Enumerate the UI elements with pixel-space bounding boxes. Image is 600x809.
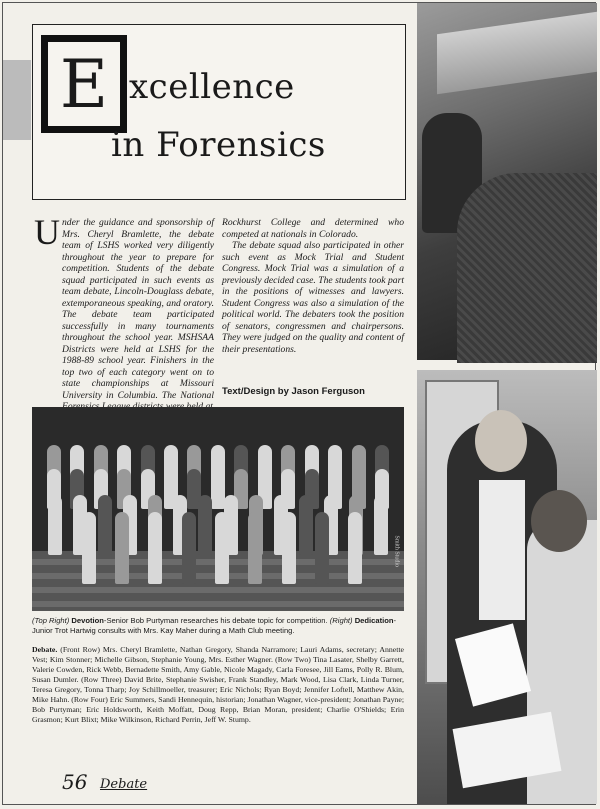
person xyxy=(82,512,96,584)
caption-lead-1: (Top Right) xyxy=(32,616,70,625)
person xyxy=(148,512,162,584)
person xyxy=(182,512,196,584)
body-left-text: nder the guidance and sponsorship of Mrs. Cheryl Bramlette, the debate team of LSHS worked very diligently throughout the year to prepare for competition. Students of the debate squad participated in such events as team debate, Lincoln-Douglass debate, extemporaneous speaking, and oratory. The debate team participated successfully in many tournaments throughout the school year. MSHSAA Districts were held at LSHS for the 1988-89 school year. Finishers in the top two of each category went on to state championships at Missouri University in Columbia. The National xyxy=(62,217,214,401)
title-line-2: in Forensics xyxy=(111,125,326,165)
section-name: Debate xyxy=(100,777,148,792)
student-head-shape xyxy=(475,410,527,472)
body-right-paragraph-2: The debate squad also participated in other such event as Mock Trial and Student Congress. Mock Trial was a simulation of a previously decided case. The students took part in the positions of witnesses and lawyers. Student Congress was also a simulation of the political world. The debaters took the position of senators, congressmen and chairpersons. They were judged on the quality and content of their presentations. xyxy=(222,240,404,355)
title-dropcap: E xyxy=(47,41,121,127)
person xyxy=(348,512,362,584)
caption-text-2: -Junior Trot Hartwig consults with Mrs. Kay Maher during a Math Club meeting. xyxy=(32,616,397,635)
caption-lead-2: (Right) xyxy=(329,616,353,625)
person xyxy=(248,512,262,584)
photo-credit: Smith Studio xyxy=(394,535,400,567)
photo-dedication xyxy=(417,370,597,804)
person xyxy=(282,512,296,584)
sweater-shape xyxy=(457,173,597,363)
caption-label-1: Devotion xyxy=(71,616,104,625)
margin-shade xyxy=(3,60,31,140)
photo-caption xyxy=(32,616,404,636)
person xyxy=(215,512,229,584)
person xyxy=(374,495,388,555)
names-label: Debate. xyxy=(32,645,58,654)
caption-text-1: -Senior Bob Purtyman researches his debate topic for competition. xyxy=(103,616,328,625)
shirt-shape xyxy=(479,480,525,620)
caption-label-2: Dedication xyxy=(354,616,394,625)
title-box xyxy=(32,24,406,200)
teacher-head-shape xyxy=(531,490,587,552)
body-right-column xyxy=(222,217,404,355)
person xyxy=(115,512,129,584)
body-dropcap: U xyxy=(34,212,60,252)
person xyxy=(48,495,62,555)
title-line-1: xcellence xyxy=(129,67,295,107)
photo-row-1 xyxy=(72,512,372,584)
page-number: 56 xyxy=(62,770,88,794)
group-photo xyxy=(32,407,404,611)
group-names xyxy=(32,645,404,725)
design-credit: Text/Design by Jason Ferguson xyxy=(222,386,365,397)
names-text: (Front Row) Mrs. Cheryl Bramlette, Nathan Gregory, Shanda Narramore; Lauri Adams, secretary; Annette Vest; Kim Stonner; Michelle Gibson, Stephanie Young, Mrs. Esther Wagner. (Row Two) Tina Lasater, Shelby Garrett, Valerie Cowden, Rick Webb, Bernadette Smith, Amy Gable, Nicole Magady, Carla Foresee, Jill Eams, Polly R. Blum, Susan Dumler. (Row Three) David Brite, Stephanie Swisher, Frank Standley, Mark Wood, Lisa Clark, Linda Turner, Teresa Gregory, Tonna Tharp; Joy Schillmoeller, treasurer; Eric Nichols; Ryan Boyd; Jennifer Loftell, Matthew Akin, Mike Hahn. (Row Four) Eric Summers, Sandi Hennequin, historian; Jonathan Wagner, vice-president; Jonathan Payne; Bob Purtyman; Eric Holdsworth, Keith Moffatt, Doug Repp, Brian Moran, president; Charlie O'Shields; Erin Grasmon; Kurt Blixt; Mike Wilkinson, Richard Perrin, Jeff W. Stump. xyxy=(32,645,404,724)
body-right-paragraph-1: Rockhurst College and determined who competed at nationals in Colorado. xyxy=(222,217,404,240)
person xyxy=(315,512,329,584)
body-left-column xyxy=(34,217,214,413)
desk-shape xyxy=(437,12,597,94)
title-dropcap-frame xyxy=(41,35,127,133)
photo-devotion xyxy=(417,3,597,360)
